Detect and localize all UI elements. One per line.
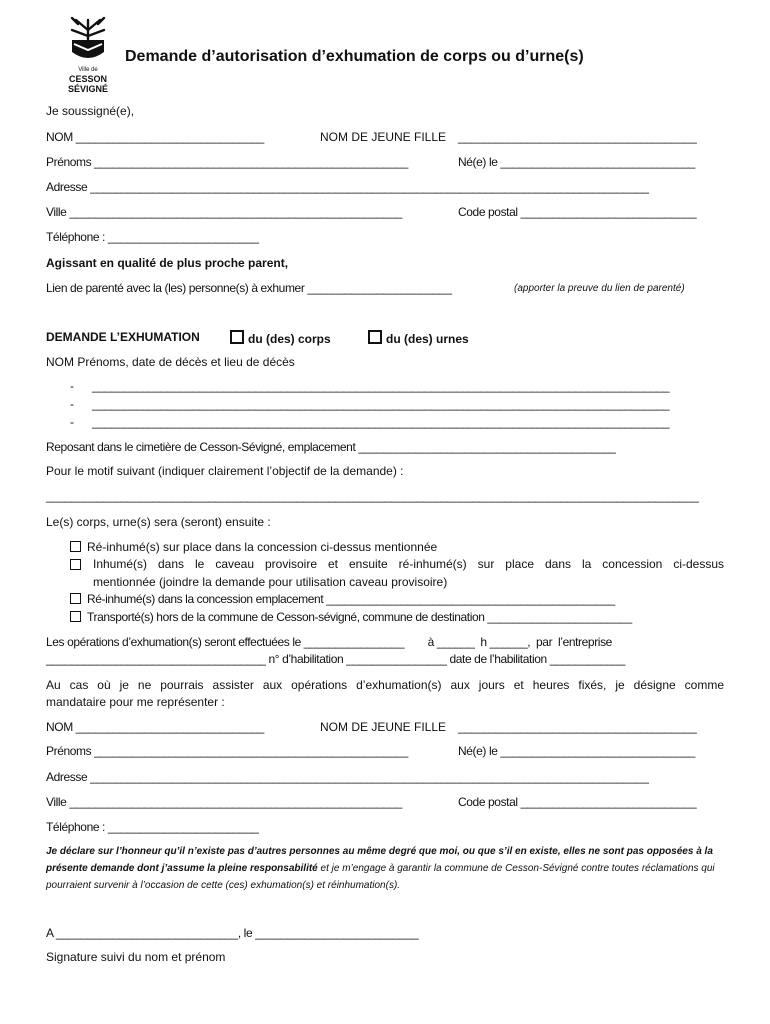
city-logo — [64, 14, 112, 94]
option-caveau-provisoire[interactable] — [70, 557, 724, 571]
qualite-text: Agissant en qualité de plus proche parent, — [46, 256, 289, 270]
option-transporte-label: Transporté(s) hors de la commune de Cesson-sévigné, commune de destination _______________________ — [87, 610, 632, 624]
page-title: Demande d’autorisation d’exhumation de corps ou d’urne(s) — [125, 48, 584, 65]
applicant-nom-field[interactable]: NOM ______________________________ — [46, 130, 264, 144]
lien-note: (apporter la preuve du lien de parenté) — [514, 283, 685, 294]
applicant-nee-le-field[interactable]: Né(e) le _______________________________ — [458, 155, 695, 169]
applicant-code-postal-field[interactable]: Code postal ____________________________ — [458, 205, 697, 219]
applicant-nom-jeune-fille-label: NOM DE JEUNE FILLE — [320, 130, 447, 144]
declaration-text — [46, 843, 726, 894]
lien-field[interactable]: Lien de parenté avec la (les) personne(s) à exhumer _______________________ — [46, 281, 452, 295]
option-reinhume-concession-label: Ré-inhumé(s) dans la concession emplacement ______________________________________________ — [87, 592, 615, 606]
proxy-adresse-field[interactable]: Adresse _________________________________________________________________________________________ — [46, 770, 649, 784]
option-caveau-label-2: mentionnée (joindre la demande pour utilisation caveau provisoire) — [93, 575, 448, 589]
option-reinhume-place-label: Ré-inhumé(s) sur place dans la concession ci-dessus mentionnée — [87, 540, 438, 554]
tree-crest-icon — [64, 14, 112, 64]
option-transporte[interactable] — [70, 610, 632, 624]
nom-prenoms-deces-label: NOM Prénoms, date de décès et lieu de décès — [46, 355, 295, 369]
checkbox-reinhume-concession[interactable] — [70, 593, 81, 604]
option-corps-label: du (des) corps — [248, 332, 331, 346]
proxy-telephone-field[interactable]: Téléphone : ________________________ — [46, 820, 259, 834]
option-urnes-label: du (des) urnes — [386, 332, 469, 346]
deces-line-3[interactable]: ____________________________________________________________________________________________ — [92, 415, 670, 429]
proxy-ville-field[interactable]: Ville _____________________________________________________ — [46, 795, 402, 809]
operations-line-1[interactable]: Les opérations d’exhumation(s) seront effectuées le ________________ à ______ h ______, par l’entreprise — [46, 635, 612, 649]
lieu-date-field[interactable]: A _____________________________, le __________________________ — [46, 926, 419, 940]
applicant-ville-field[interactable]: Ville _____________________________________________________ — [46, 205, 402, 219]
option-reinhume-place[interactable] — [70, 540, 437, 554]
deces-dash-3: - — [70, 415, 74, 429]
ensuite-label: Le(s) corps, urne(s) sera (seront) ensuite : — [46, 515, 271, 529]
proxy-nom-jeune-fille-field[interactable]: ______________________________________ — [458, 720, 697, 734]
deces-line-2[interactable]: ____________________________________________________________________________________________ — [92, 397, 670, 411]
deces-dash-1: - — [70, 379, 74, 393]
operations-line-2[interactable]: ___________________________________ n° d’habilitation ________________ date de l’habilitation ____________ — [46, 652, 625, 666]
applicant-nom-jeune-fille-field[interactable]: ______________________________________ — [458, 130, 697, 144]
motif-label: Pour le motif suivant (indiquer clairement l’objectif de la demande) : — [46, 464, 404, 478]
proxy-nee-le-field[interactable]: Né(e) le _______________________________ — [458, 744, 695, 758]
proxy-code-postal-field[interactable]: Code postal ____________________________ — [458, 795, 697, 809]
proxy-prenoms-field[interactable]: Prénoms __________________________________________________ — [46, 744, 408, 758]
checkbox-corps[interactable] — [230, 330, 244, 344]
checkbox-urnes[interactable] — [368, 330, 382, 344]
demande-label: DEMANDE L’EXHUMATION — [46, 330, 200, 344]
option-reinhume-concession[interactable] — [70, 592, 615, 606]
proxy-nom-jeune-fille-label: NOM DE JEUNE FILLE — [320, 720, 447, 734]
proxy-nom-field[interactable]: NOM ______________________________ — [46, 720, 264, 734]
declaration-rest: et je m’engage à garantir la commune de Cesson-Sévigné contre toutes réclamations qui pourraient survenir à l’occasion de cette (ces) exhumation(s) et réinhumation(s). — [46, 863, 715, 891]
option-caveau-label-1: Inhumé(s) dans le caveau provisoire et ensuite ré-inhumé(s) sur place dans la concession ci-dessus — [93, 557, 724, 571]
declaration-bold: Je déclare sur l’honneur qu’il n’existe pas d’autres personnes au même degré que moi, ou que s’il en existe, elles ne sont pas opposées à la présente demande dont j’assume la pleine responsabilité — [46, 846, 713, 874]
option-corps[interactable] — [230, 330, 331, 346]
signature-label: Signature suivi du nom et prénom — [46, 950, 226, 964]
reposant-field[interactable]: Reposant dans le cimetière de Cesson-Sévigné, emplacement _________________________________________ — [46, 440, 616, 454]
deces-dash-2: - — [70, 397, 74, 411]
checkbox-caveau-provisoire[interactable] — [70, 559, 81, 570]
mandataire-line-2: mandataire pour me représenter : — [46, 695, 225, 709]
checkbox-transporte[interactable] — [70, 611, 81, 622]
applicant-prenoms-field[interactable]: Prénoms __________________________________________________ — [46, 155, 408, 169]
intro-text: Je soussigné(e), — [46, 104, 135, 118]
applicant-telephone-field[interactable]: Téléphone : ________________________ — [46, 230, 259, 244]
mandataire-line-1: Au cas où je ne pourrais assister aux opérations d’exhumation(s) aux jours et heures fixés, je désigne comme — [46, 678, 724, 692]
logo-line2: SÉVIGNÉ — [67, 84, 108, 94]
logo-line1: CESSON — [68, 74, 107, 84]
deces-line-1[interactable]: ____________________________________________________________________________________________ — [92, 379, 670, 393]
motif-line[interactable]: ________________________________________________________________________________________________________ — [46, 489, 699, 503]
mandataire-text — [46, 678, 724, 692]
option-urnes[interactable] — [368, 330, 469, 346]
applicant-adresse-field[interactable]: Adresse _________________________________________________________________________________________ — [46, 180, 649, 194]
logo-small-text: Ville de — [78, 67, 98, 73]
checkbox-reinhume-place[interactable] — [70, 541, 81, 552]
